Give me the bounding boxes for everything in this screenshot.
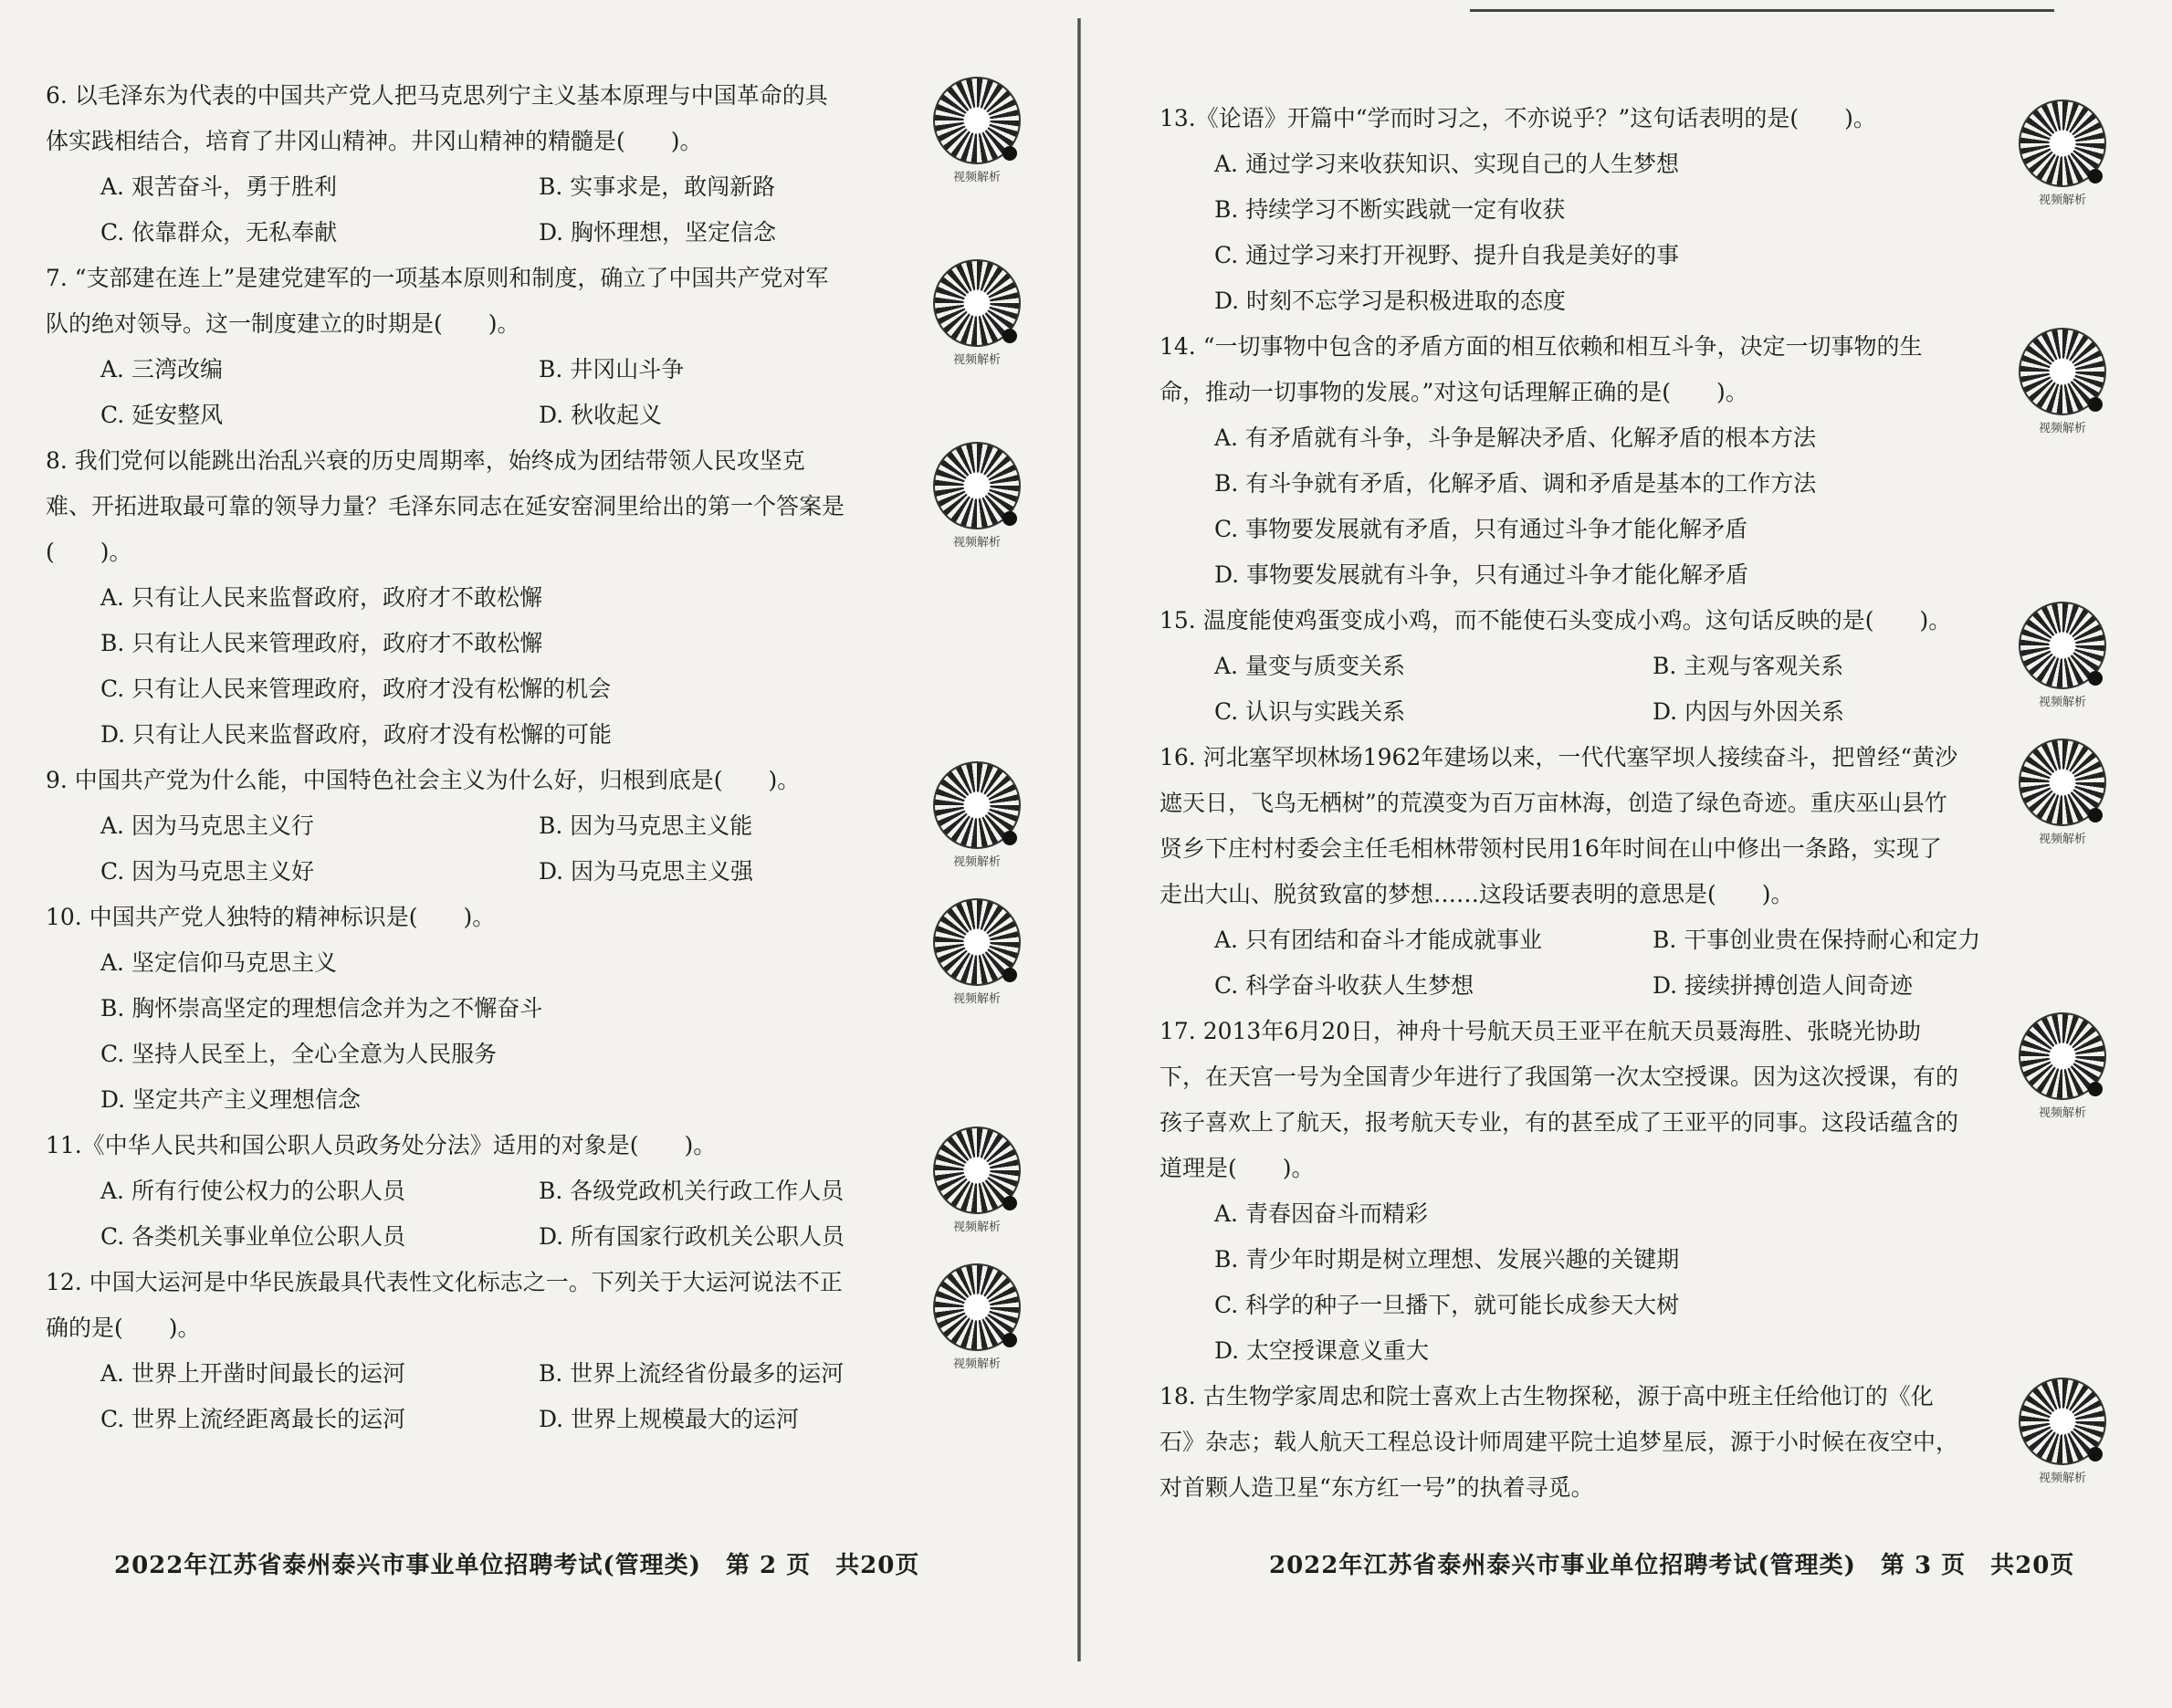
- qr-label: 视频解析: [952, 1357, 1001, 1371]
- option-item: C. 科学的种子一旦播下，就可能长成参天大树: [1214, 1292, 1680, 1318]
- qr-label: 视频解析: [952, 353, 1001, 367]
- question-stem: 10. 中国共产党人独特的精神标识是( )。: [46, 904, 496, 930]
- option-item: A. 只有团结和奋斗才能成就事业: [1214, 927, 1542, 953]
- options-list: [46, 575, 1068, 758]
- option-item: A. 三湾改编: [100, 356, 223, 382]
- question-stem: 15. 温度能使鸡蛋变成小鸡，而不能使石头变成小鸡。这句话反映的是( )。: [1159, 607, 1952, 634]
- qr-code-icon: [2019, 1378, 2106, 1465]
- qr-code-icon: [2019, 328, 2106, 415]
- option-item: D. 内因与外因关系: [1653, 698, 1845, 725]
- option-item: B. 主观与客观关系: [1653, 653, 1844, 679]
- option-item: D. 事物要发展就有斗争，只有通过斗争才能化解矛盾: [1214, 561, 1749, 588]
- options-list: [46, 1168, 1068, 1260]
- video-analysis-qr[interactable]: [2017, 328, 2108, 435]
- option-item: D. 因为马克思主义强: [539, 858, 754, 885]
- options-list: [46, 164, 1068, 256]
- question-item: [1159, 735, 2172, 1009]
- question-item: [1159, 598, 2172, 735]
- option-item: D. 太空授课意义重大: [1214, 1337, 1430, 1364]
- options-list: [1159, 917, 2172, 1009]
- option-item: D. 坚定共产主义理想信念: [100, 1086, 362, 1113]
- qr-label: 视频解析: [952, 992, 1001, 1006]
- qr-label: 视频解析: [2038, 696, 2086, 709]
- option-item: C. 通过学习来打开视野、提升自我是美好的事: [1214, 242, 1680, 268]
- option-item: D. 接续拼搏创造人间奇迹: [1653, 972, 1914, 999]
- video-analysis-qr[interactable]: [2017, 100, 2108, 207]
- option-item: A. 艰苦奋斗，勇于胜利: [100, 173, 337, 200]
- option-item: C. 各类机关事业单位公职人员: [100, 1223, 406, 1250]
- option-item: D. 胸怀理想，坚定信念: [539, 219, 777, 246]
- qr-label: 视频解析: [2038, 1472, 2086, 1485]
- question-stem: 18. 古生物学家周忠和院士喜欢上古生物探秘，源于高中班主任给他订的《化石》杂志；载人航天工程总设计师周建平院士追梦星辰，源于小时候在夜空中，对首颗人造卫星“东方红一号”的执着寻觅。: [1159, 1383, 1959, 1501]
- video-analysis-qr[interactable]: [2017, 602, 2108, 709]
- qr-code-icon: [2019, 100, 2106, 187]
- option-item: B. 只有让人民来管理政府，政府才不敢松懈: [100, 630, 543, 656]
- qr-label: 视频解析: [2038, 833, 2086, 846]
- option-item: D. 秋收起义: [539, 402, 663, 428]
- option-item: B. 各级党政机关行政工作人员: [539, 1178, 845, 1204]
- question-item: [46, 256, 1068, 438]
- left-page: [0, 0, 1068, 1708]
- video-analysis-qr[interactable]: [931, 442, 1023, 550]
- right-question-list: [1159, 96, 2172, 1511]
- question-stem: 12. 中国大运河是中华民族最具代表性文化标志之一。下列关于大运河说法不正确的是( )。: [46, 1269, 843, 1341]
- option-item: B. 干事创业贵在保持耐心和定力: [1653, 927, 1981, 953]
- option-item: B. 有斗争就有矛盾，化解矛盾、调和矛盾是基本的工作方法: [1214, 470, 1817, 497]
- question-stem: 13.《论语》开篇中“学而时习之，不亦说乎？”这句话表明的是( )。: [1159, 105, 1876, 131]
- option-item: B. 世界上流经省份最多的运河: [539, 1360, 845, 1387]
- option-item: A. 通过学习来收获知识、实现自己的人生梦想: [1214, 151, 1679, 177]
- option-item: A. 只有让人民来监督政府，政府才不敢松懈: [100, 584, 542, 611]
- question-stem: 11.《中华人民共和国公职人员政务处分法》适用的对象是( )。: [46, 1132, 717, 1158]
- question-stem: 8. 我们党何以能跳出治乱兴衰的历史周期率，始终成为团结带领人民攻坚克难、开拓进取最可靠的领导力量？毛泽东同志在延安窑洞里给出的第一个答案是( )。: [46, 447, 845, 565]
- qr-label: 视频解析: [952, 1221, 1001, 1234]
- option-item: C. 延安整风: [100, 402, 224, 428]
- option-item: A. 青春因奋斗而精彩: [1214, 1200, 1428, 1227]
- option-item: D. 时刻不忘学习是积极进取的态度: [1214, 288, 1567, 314]
- video-analysis-qr[interactable]: [931, 259, 1023, 367]
- question-item: [1159, 96, 2172, 324]
- qr-label: 视频解析: [952, 855, 1001, 869]
- option-item: B. 持续学习不断实践就一定有收获: [1214, 196, 1566, 223]
- right-page: [1091, 0, 2172, 1708]
- option-item: B. 实事求是，敢闯新路: [539, 173, 776, 200]
- qr-code-icon: [2019, 1012, 2106, 1100]
- option-item: D. 所有国家行政机关公职人员: [539, 1223, 845, 1250]
- qr-label: 视频解析: [2038, 1106, 2086, 1120]
- option-item: D. 世界上规模最大的运河: [539, 1406, 800, 1432]
- question-item: [46, 1123, 1068, 1260]
- qr-code-icon: [933, 259, 1021, 347]
- option-item: C. 依靠群众，无私奉献: [100, 219, 338, 246]
- left-question-list: [46, 73, 1068, 1442]
- option-item: B. 因为马克思主义能: [539, 812, 753, 839]
- left-page-footer: 2022年江苏省泰州泰兴市事业单位招聘考试(管理类) 第 2 页 共20页: [114, 1552, 920, 1579]
- video-analysis-qr[interactable]: [931, 898, 1023, 1006]
- question-item: [46, 1260, 1068, 1442]
- option-item: C. 科学奋斗收获人生梦想: [1214, 972, 1474, 999]
- qr-code-icon: [933, 898, 1021, 986]
- options-list: [46, 803, 1068, 895]
- video-analysis-qr[interactable]: [2017, 739, 2108, 846]
- video-analysis-qr[interactable]: [931, 1263, 1023, 1371]
- qr-code-icon: [933, 1126, 1021, 1214]
- option-item: B. 胸怀崇高坚定的理想信念并为之不懈奋斗: [100, 995, 543, 1022]
- option-item: B. 井冈山斗争: [539, 356, 685, 382]
- qr-label: 视频解析: [952, 536, 1001, 550]
- question-item: [1159, 1009, 2172, 1374]
- question-item: [46, 758, 1068, 895]
- video-analysis-qr[interactable]: [931, 761, 1023, 869]
- qr-label: 视频解析: [952, 171, 1001, 184]
- question-stem: 17. 2013年6月20日，神舟十号航天员王亚平在航天员聂海胜、张晓光协助下，在天宫一号为全国青少年进行了我国第一次太空授课。因为这次授课，有的孩子喜欢上了航天，报考航天专业，有的甚至成了王亚平的同事。这段话蕴含的道理是( )。: [1159, 1018, 1959, 1181]
- option-item: C. 因为马克思主义好: [100, 858, 315, 885]
- option-item: B. 青少年时期是树立理想、发展兴趣的关键期: [1214, 1246, 1680, 1273]
- qr-label: 视频解析: [2038, 422, 2086, 435]
- question-stem: 6. 以毛泽东为代表的中国共产党人把马克思列宁主义基本原理与中国革命的具体实践相结合，培育了井冈山精神。井冈山精神的精髓是( )。: [46, 82, 828, 154]
- question-item: [1159, 324, 2172, 598]
- question-item: [1159, 1374, 2172, 1511]
- qr-code-icon: [933, 77, 1021, 164]
- option-item: C. 只有让人民来管理政府，政府才没有松懈的机会: [100, 676, 612, 702]
- option-item: A. 世界上开凿时间最长的运河: [100, 1360, 405, 1387]
- option-item: A. 因为马克思主义行: [100, 812, 314, 839]
- video-analysis-qr[interactable]: [2017, 1378, 2108, 1485]
- option-item: A. 有矛盾就有斗争，斗争是解决矛盾、化解矛盾的根本方法: [1214, 424, 1816, 451]
- options-list: [46, 940, 1068, 1123]
- video-analysis-qr[interactable]: [2017, 1012, 2108, 1120]
- qr-code-icon: [933, 1263, 1021, 1351]
- options-list: [46, 347, 1068, 438]
- qr-code-icon: [2019, 739, 2106, 826]
- option-item: A. 量变与质变关系: [1214, 653, 1405, 679]
- right-page-footer: 2022年江苏省泰州泰兴市事业单位招聘考试(管理类) 第 3 页 共20页: [1269, 1552, 2075, 1579]
- option-item: C. 认识与实践关系: [1214, 698, 1406, 725]
- qr-code-icon: [933, 761, 1021, 849]
- qr-label: 视频解析: [2038, 194, 2086, 207]
- option-item: D. 只有让人民来监督政府，政府才没有松懈的可能: [100, 721, 613, 748]
- question-stem: 9. 中国共产党为什么能，中国特色社会主义为什么好，归根到底是( )。: [46, 767, 801, 793]
- option-item: A. 坚定信仰马克思主义: [100, 949, 337, 976]
- book-spine: [1077, 18, 1081, 1661]
- question-item: [46, 73, 1068, 256]
- question-stem: 16. 河北塞罕坝林场1962年建场以来，一代代塞罕坝人接续奋斗，把曾经“黄沙遮天日，飞鸟无栖树”的荒漠变为百万亩林海，创造了绿色奇迹。重庆巫山县竹贤乡下庄村村委会主任毛相林带领村民用16年时间在山中修出一条路，实现了走出大山、脱贫致富的梦想……这段话要表明的意思是( )。: [1159, 744, 1958, 907]
- option-item: C. 坚持人民至上，全心全意为人民服务: [100, 1041, 498, 1067]
- options-list: [46, 1351, 1068, 1442]
- video-analysis-qr[interactable]: [931, 77, 1023, 184]
- option-item: C. 事物要发展就有矛盾，只有通过斗争才能化解矛盾: [1214, 516, 1748, 542]
- qr-code-icon: [933, 442, 1021, 529]
- question-item: [46, 895, 1068, 1123]
- question-stem: 7. “支部建在连上”是建党建军的一项基本原则和制度，确立了中国共产党对军队的绝对领导。这一制度建立的时期是( )。: [46, 265, 829, 337]
- question-item: [46, 438, 1068, 758]
- options-list: [1159, 1191, 2172, 1374]
- option-item: A. 所有行使公权力的公职人员: [100, 1178, 405, 1204]
- options-list: [1159, 415, 2172, 598]
- option-item: C. 世界上流经距离最长的运河: [100, 1406, 406, 1432]
- qr-code-icon: [2019, 602, 2106, 689]
- video-analysis-qr[interactable]: [931, 1126, 1023, 1234]
- question-stem: 14. “一切事物中包含的矛盾方面的相互依赖和相互斗争，决定一切事物的生命，推动一切事物的发展。”对这句话理解正确的是( )。: [1159, 333, 1923, 405]
